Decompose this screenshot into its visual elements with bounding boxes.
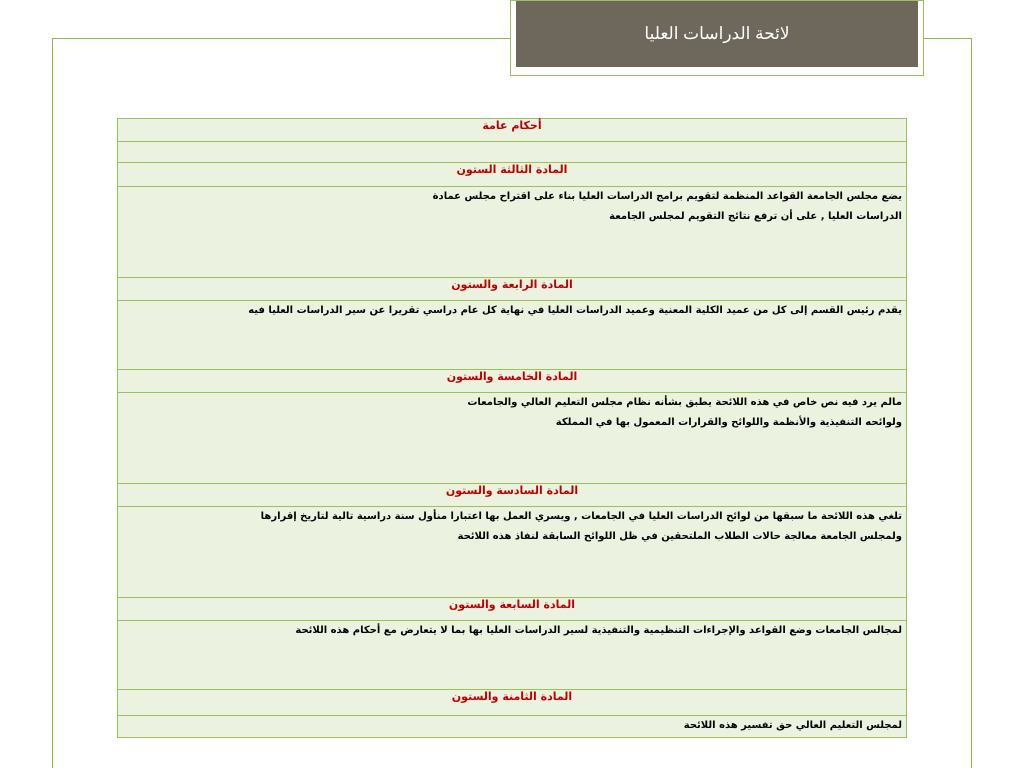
article-text: [118, 621, 907, 690]
article-line: يقدم رئيس القسم إلى كل من عميد الكلية المعنية وعميد الدراسات العليا في نهاية كل عام دراسي تقريرا عن سير الدراسات العليا فيه: [248, 305, 902, 316]
article-heading: المادة الرابعة والستون: [118, 278, 907, 301]
general-heading: أحكام عامة: [118, 119, 907, 142]
article-text-row: [118, 716, 907, 738]
article-line: ولمجلس الجامعة معالجة حالات الطلاب الملتحقين في ظل اللوائح السابقة لنفاذ هذه اللائحة: [457, 531, 902, 542]
article-line: تلغي هذه اللائحة ما سبقها من لوائح الدراسات العليا في الجامعات , ويسري العمل بها اعتبارا منأول سنة دراسية تالية لتاريخ إقرارها: [260, 511, 902, 522]
article-line: مالم يرد فيه نص خاص في هذه اللائحة يطبق بشأنه نظام مجلس التعليم العالي والجامعات: [467, 397, 902, 408]
article-heading-row: [118, 484, 907, 507]
regulations-table: [117, 118, 907, 738]
article-text: [118, 507, 907, 598]
article-heading: المادة السابعة والستون: [118, 598, 907, 621]
article-heading-row: [118, 278, 907, 301]
article-text: [118, 716, 907, 738]
article-text-row: [118, 393, 907, 484]
article-heading-row: [118, 370, 907, 393]
title-box: [510, 0, 924, 76]
empty-cell: [118, 142, 907, 163]
article-line: لمجلس التعليم العالي حق تفسير هذه اللائحة: [683, 720, 902, 731]
article-heading-row: [118, 163, 907, 187]
slide-title: لائحة الدراسات العليا: [516, 1, 918, 67]
article-heading: المادة السادسة والستون: [118, 484, 907, 507]
article-text: [118, 187, 907, 278]
article-line: الدراسات العليا , على أن ترفع نتائج التقويم لمجلس الجامعة: [609, 211, 902, 222]
article-text-row: [118, 301, 907, 370]
article-heading-row: [118, 690, 907, 716]
article-text-row: [118, 621, 907, 690]
article-heading-row: [118, 598, 907, 621]
article-heading: المادة الثالثة الستون: [118, 163, 907, 187]
article-heading: المادة الثامنة والستون: [118, 690, 907, 716]
article-line: ولوائحه التنفيذية والأنظمة واللوائح والقرارات المعمول بها في المملكة: [555, 417, 902, 428]
article-heading: المادة الخامسة والستون: [118, 370, 907, 393]
article-line: لمجالس الجامعات وضع القواعد والإجراءات التنظيمية والتنفيذية لسير الدراسات العليا بها بما لا يتعارض مع أحكام هذه اللائحة: [295, 625, 902, 636]
article-text-row: [118, 187, 907, 278]
article-text: [118, 301, 907, 370]
article-line: يضع مجلس الجامعة القواعد المنظمة لتقويم برامج الدراسات العليا بناء على اقتراح مجلس عمادة: [432, 191, 902, 202]
article-text: [118, 393, 907, 484]
article-text-row: [118, 507, 907, 598]
general-heading-row: [118, 119, 907, 142]
spacer-row: [118, 142, 907, 163]
